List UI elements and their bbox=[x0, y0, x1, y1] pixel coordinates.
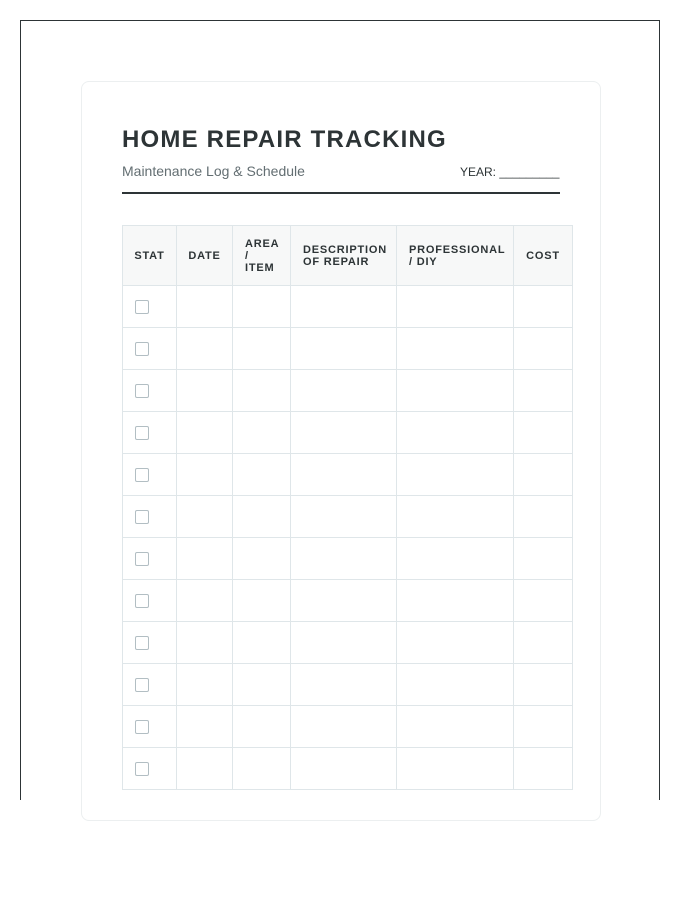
status-checkbox[interactable] bbox=[135, 678, 149, 692]
table-row bbox=[123, 538, 573, 580]
status-checkbox[interactable] bbox=[135, 510, 149, 524]
status-checkbox[interactable] bbox=[135, 594, 149, 608]
status-checkbox[interactable] bbox=[135, 762, 149, 776]
header-area-item: AREA / ITEM bbox=[233, 226, 291, 286]
professional-diy-cell[interactable] bbox=[397, 664, 514, 706]
cost-cell[interactable] bbox=[514, 706, 573, 748]
table-row bbox=[123, 622, 573, 664]
status-checkbox[interactable] bbox=[135, 636, 149, 650]
description-cell[interactable] bbox=[291, 538, 397, 580]
description-cell[interactable] bbox=[291, 496, 397, 538]
status-checkbox[interactable] bbox=[135, 300, 149, 314]
stat-cell bbox=[123, 328, 177, 370]
header-professional-diy: PROFESSIONAL / DIY bbox=[397, 226, 514, 286]
stat-cell bbox=[123, 538, 177, 580]
date-cell[interactable] bbox=[177, 580, 233, 622]
table-row bbox=[123, 412, 573, 454]
stat-cell bbox=[123, 496, 177, 538]
header-description: DESCRIPTION OF REPAIR bbox=[291, 226, 397, 286]
area-item-cell[interactable] bbox=[233, 706, 291, 748]
table-row bbox=[123, 328, 573, 370]
description-cell[interactable] bbox=[291, 328, 397, 370]
professional-diy-cell[interactable] bbox=[397, 622, 514, 664]
cost-cell[interactable] bbox=[514, 286, 573, 328]
professional-diy-cell[interactable] bbox=[397, 370, 514, 412]
stat-cell bbox=[123, 286, 177, 328]
description-cell[interactable] bbox=[291, 664, 397, 706]
area-item-cell[interactable] bbox=[233, 580, 291, 622]
cost-cell[interactable] bbox=[514, 370, 573, 412]
table-row bbox=[123, 496, 573, 538]
professional-diy-cell[interactable] bbox=[397, 454, 514, 496]
date-cell[interactable] bbox=[177, 370, 233, 412]
stat-cell bbox=[123, 580, 177, 622]
description-cell[interactable] bbox=[291, 286, 397, 328]
professional-diy-cell[interactable] bbox=[397, 412, 514, 454]
professional-diy-cell[interactable] bbox=[397, 706, 514, 748]
table-row bbox=[123, 286, 573, 328]
stat-cell bbox=[123, 748, 177, 790]
status-checkbox[interactable] bbox=[135, 384, 149, 398]
cost-cell[interactable] bbox=[514, 622, 573, 664]
description-cell[interactable] bbox=[291, 748, 397, 790]
header-stat: STAT bbox=[123, 226, 177, 286]
area-item-cell[interactable] bbox=[233, 286, 291, 328]
status-checkbox[interactable] bbox=[135, 426, 149, 440]
cost-cell[interactable] bbox=[514, 748, 573, 790]
year-field[interactable]: YEAR: _________ bbox=[460, 165, 560, 179]
area-item-cell[interactable] bbox=[233, 412, 291, 454]
professional-diy-cell[interactable] bbox=[397, 580, 514, 622]
stat-cell bbox=[123, 622, 177, 664]
date-cell[interactable] bbox=[177, 748, 233, 790]
area-item-cell[interactable] bbox=[233, 496, 291, 538]
page-title: HOME REPAIR TRACKING bbox=[122, 126, 447, 153]
professional-diy-cell[interactable] bbox=[397, 538, 514, 580]
description-cell[interactable] bbox=[291, 412, 397, 454]
professional-diy-cell[interactable] bbox=[397, 328, 514, 370]
date-cell[interactable] bbox=[177, 496, 233, 538]
status-checkbox[interactable] bbox=[135, 720, 149, 734]
stat-cell bbox=[123, 412, 177, 454]
cost-cell[interactable] bbox=[514, 412, 573, 454]
stat-cell bbox=[123, 706, 177, 748]
repair-log-table bbox=[122, 225, 573, 790]
cost-cell[interactable] bbox=[514, 496, 573, 538]
area-item-cell[interactable] bbox=[233, 328, 291, 370]
table-row bbox=[123, 664, 573, 706]
area-item-cell[interactable] bbox=[233, 622, 291, 664]
description-cell[interactable] bbox=[291, 454, 397, 496]
cost-cell[interactable] bbox=[514, 580, 573, 622]
table-row bbox=[123, 370, 573, 412]
professional-diy-cell[interactable] bbox=[397, 748, 514, 790]
table-header-row bbox=[123, 226, 573, 286]
date-cell[interactable] bbox=[177, 664, 233, 706]
status-checkbox[interactable] bbox=[135, 342, 149, 356]
description-cell[interactable] bbox=[291, 706, 397, 748]
page-subtitle: Maintenance Log & Schedule bbox=[122, 163, 305, 179]
area-item-cell[interactable] bbox=[233, 370, 291, 412]
status-checkbox[interactable] bbox=[135, 468, 149, 482]
header-cost: COST bbox=[514, 226, 573, 286]
date-cell[interactable] bbox=[177, 286, 233, 328]
cost-cell[interactable] bbox=[514, 664, 573, 706]
header-date: DATE bbox=[177, 226, 233, 286]
professional-diy-cell[interactable] bbox=[397, 496, 514, 538]
description-cell[interactable] bbox=[291, 580, 397, 622]
status-checkbox[interactable] bbox=[135, 552, 149, 566]
table-row bbox=[123, 454, 573, 496]
cost-cell[interactable] bbox=[514, 454, 573, 496]
cost-cell[interactable] bbox=[514, 328, 573, 370]
stat-cell bbox=[123, 454, 177, 496]
table-row bbox=[123, 706, 573, 748]
date-cell[interactable] bbox=[177, 412, 233, 454]
date-cell[interactable] bbox=[177, 622, 233, 664]
area-item-cell[interactable] bbox=[233, 538, 291, 580]
date-cell[interactable] bbox=[177, 706, 233, 748]
cost-cell[interactable] bbox=[514, 538, 573, 580]
area-item-cell[interactable] bbox=[233, 748, 291, 790]
header-divider bbox=[122, 192, 560, 194]
table-row bbox=[123, 580, 573, 622]
description-cell[interactable] bbox=[291, 622, 397, 664]
date-cell[interactable] bbox=[177, 538, 233, 580]
description-cell[interactable] bbox=[291, 370, 397, 412]
area-item-cell[interactable] bbox=[233, 454, 291, 496]
date-cell[interactable] bbox=[177, 454, 233, 496]
date-cell[interactable] bbox=[177, 328, 233, 370]
area-item-cell[interactable] bbox=[233, 664, 291, 706]
stat-cell bbox=[123, 370, 177, 412]
professional-diy-cell[interactable] bbox=[397, 286, 514, 328]
table-row bbox=[123, 748, 573, 790]
stat-cell bbox=[123, 664, 177, 706]
